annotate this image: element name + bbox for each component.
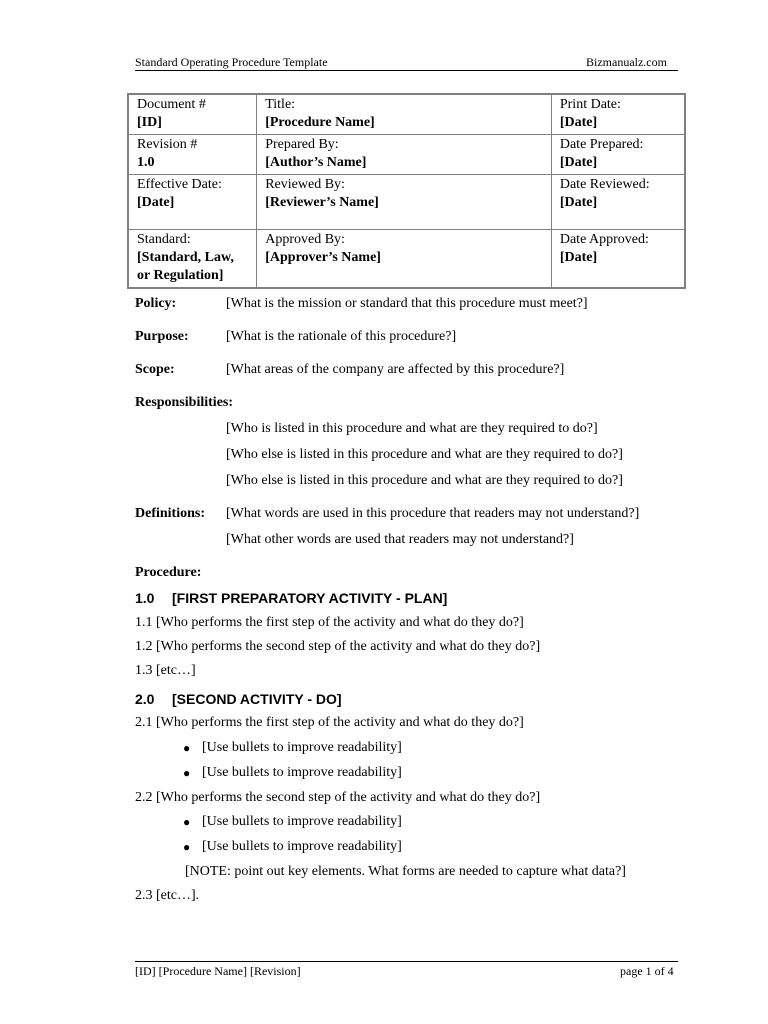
list-item: [Use bullets to improve readability] xyxy=(202,839,402,854)
step-1-1: 1.1 [Who performs the first step of the activity and what do they do?] xyxy=(135,615,524,630)
cell-label: Date Reviewed: xyxy=(559,177,650,192)
title-cell xyxy=(257,94,552,135)
cell-label: Document # xyxy=(137,97,206,112)
effective-date-cell xyxy=(128,175,257,230)
cell-value: [Date] xyxy=(559,250,598,265)
cell-label: Date Prepared: xyxy=(559,137,644,152)
step-2-2: 2.2 [Who performs the second step of the activity and what do they do?] xyxy=(135,790,541,805)
list-item: [Use bullets to improve readability] xyxy=(202,814,402,829)
cell-value: [ID] xyxy=(137,115,162,130)
document-number-cell xyxy=(128,94,257,135)
bullet-icon: ● xyxy=(183,840,191,854)
scope-label: Scope: xyxy=(135,362,175,377)
footer-document-id: [ID] [Procedure Name] [Revision] xyxy=(135,964,301,978)
table-row xyxy=(128,175,685,230)
table-row xyxy=(128,135,685,175)
cell-value: [Procedure Name] xyxy=(265,115,375,130)
cell-value: [Date] xyxy=(137,195,175,210)
cell-value: [Approver’s Name] xyxy=(265,250,381,265)
purpose-text: [What is the rationale of this procedure?] xyxy=(226,329,457,344)
definitions-label: Definitions: xyxy=(135,506,205,521)
cell-label: Approved By: xyxy=(265,232,345,247)
header-site: Bizmanualz.com xyxy=(586,55,667,69)
cell-label: Effective Date: xyxy=(137,177,222,192)
list-item: [Who is listed in this procedure and what are they required to do?] xyxy=(226,421,598,436)
cell-value: [Standard, Law, xyxy=(137,250,234,265)
date-reviewed-cell xyxy=(551,175,685,230)
heading-1-title: [FIRST PREPARATORY ACTIVITY - PLAN] xyxy=(172,590,448,606)
cell-value: [Author’s Name] xyxy=(265,155,367,170)
cell-label: Standard: xyxy=(137,232,191,247)
cell-label: Title: xyxy=(265,97,296,112)
bullet-icon: ● xyxy=(183,741,191,755)
document-info-table xyxy=(127,93,686,289)
step-2-1: 2.1 [Who performs the first step of the activity and what do they do?] xyxy=(135,715,524,730)
cell-label: Date Approved: xyxy=(559,232,649,247)
responsibilities-label: Responsibilities: xyxy=(135,395,234,410)
revision-cell xyxy=(128,135,257,175)
approved-by-cell xyxy=(257,230,552,289)
cell-value: [Date] xyxy=(559,195,598,210)
header-rule xyxy=(135,70,678,71)
step-2-3: 2.3 [etc…]. xyxy=(135,888,200,903)
table-row xyxy=(128,94,685,135)
purpose-label: Purpose: xyxy=(135,329,189,344)
print-date-cell xyxy=(551,94,685,135)
note-text: [NOTE: point out key elements. What forms are needed to capture what data?] xyxy=(185,864,626,879)
heading-2-number: 2.0 xyxy=(135,691,155,707)
date-prepared-cell xyxy=(551,135,685,175)
table-row xyxy=(128,230,685,289)
list-item: [Who else is listed in this procedure and what are they required to do?] xyxy=(226,473,623,488)
header-title: Standard Operating Procedure Template xyxy=(135,55,328,69)
list-item: [Who else is listed in this procedure and what are they required to do?] xyxy=(226,447,623,462)
prepared-by-cell xyxy=(257,135,552,175)
date-approved-cell xyxy=(551,230,685,289)
heading-1-number: 1.0 xyxy=(135,590,155,606)
standard-cell xyxy=(128,230,257,289)
bullet-icon: ● xyxy=(183,766,191,780)
footer-rule xyxy=(135,961,678,962)
list-item: [What words are used in this procedure that readers may not understand?] xyxy=(226,506,640,521)
list-item: [Use bullets to improve readability] xyxy=(202,740,402,755)
cell-label: Reviewed By: xyxy=(265,177,345,192)
footer-page-number: page 1 of 4 xyxy=(620,964,674,978)
step-1-2: 1.2 [Who performs the second step of the activity and what do they do?] xyxy=(135,639,541,654)
cell-label: Print Date: xyxy=(559,97,621,112)
cell-label: Prepared By: xyxy=(265,137,339,152)
bullet-icon: ● xyxy=(183,815,191,829)
cell-value-line2: or Regulation] xyxy=(137,268,224,283)
heading-2-title: [SECOND ACTIVITY - DO] xyxy=(172,691,342,707)
list-item: [Use bullets to improve readability] xyxy=(202,765,402,780)
scope-text: [What areas of the company are affected by this procedure?] xyxy=(226,362,565,377)
policy-label: Policy: xyxy=(135,296,177,311)
reviewed-by-cell xyxy=(257,175,552,230)
cell-label: Revision # xyxy=(137,137,198,152)
procedure-label: Procedure: xyxy=(135,565,202,580)
step-1-3: 1.3 [etc…] xyxy=(135,663,196,678)
cell-value: [Date] xyxy=(559,115,598,130)
policy-text: [What is the mission or standard that this procedure must meet?] xyxy=(226,296,588,311)
list-item: [What other words are used that readers may not understand?] xyxy=(226,532,574,547)
cell-value: [Reviewer’s Name] xyxy=(265,195,379,210)
cell-value: 1.0 xyxy=(137,155,155,170)
cell-value: [Date] xyxy=(559,155,598,170)
